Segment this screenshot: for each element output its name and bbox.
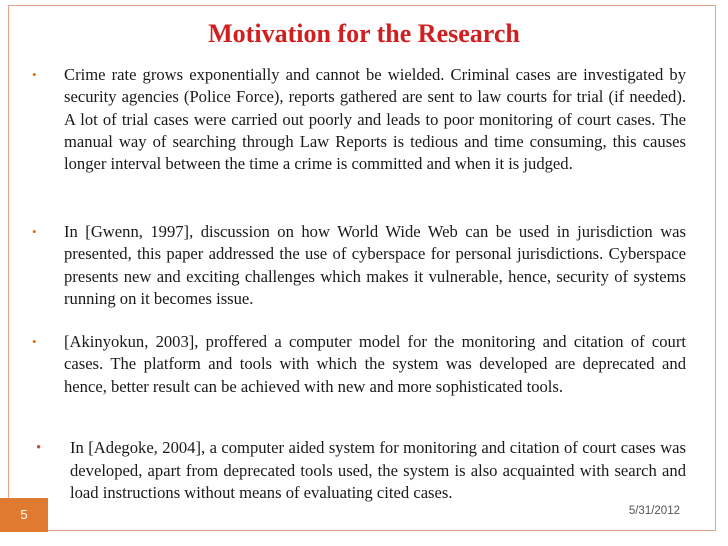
bullet-icon: •	[32, 67, 37, 82]
bullet-icon: •	[36, 440, 42, 456]
bullet-text: In [Gwenn, 1997], discussion on how World Wide Web can be used in jurisdiction was presented, this paper addressed the use of cyberspace for personal jurisdictions. Cyberspace presents new and exciting challenges which makes it vulnerable, hence, security of systems running on it becomes issue.	[64, 222, 686, 308]
bullet-item-adegoke	[34, 437, 686, 505]
bullet-icon: •	[32, 334, 37, 349]
bullet-item-gwenn	[32, 221, 686, 310]
bullet-item-crime-rate	[32, 64, 686, 175]
bullet-text: [Akinyokun, 2003], proffered a computer model for the monitoring and citation of court cases. The platform and tools with which the system was developed are deprecated and hence, better result can be achieved with new and more sophisticated tools.	[64, 332, 686, 396]
bullet-text: Crime rate grows exponentially and cannot be wielded. Criminal cases are investigated by security agencies (Police Force), reports gathered are sent to law courts for trial (if needed). A lot of trial cases were carried out poorly and leads to poor monitoring of court cases. The manual way of searching through Law Reports is tedious and time consuming, this causes longer interval between the time a crime is committed and when it is judged.	[64, 65, 686, 174]
bullet-item-akinyokun	[32, 331, 686, 398]
slide-title: Motivation for the Research	[208, 19, 520, 48]
bullet-text: In [Adegoke, 2004], a computer aided system for monitoring and citation of court cases was developed, apart from deprecated tools used, the system is also acquainted with search and load instructions without means of evaluating cited cases.	[70, 438, 686, 503]
slide-date: 5/31/2012	[628, 505, 680, 517]
bullet-icon: •	[32, 224, 37, 239]
slide-number-badge: 5	[0, 498, 48, 532]
